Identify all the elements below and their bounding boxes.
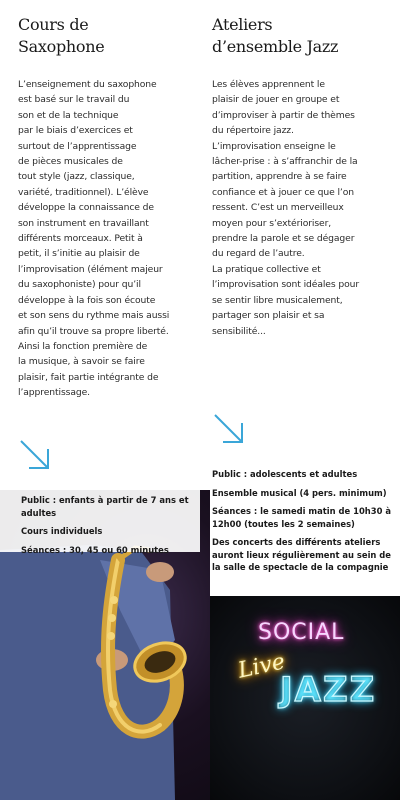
body-line: plaisir, fait partie intégrante de [18,371,159,383]
info-seances: Séances : le samedi matin de 10h30 à 12h00 (toutes les 2 semaines) [212,506,391,529]
body-line: La pratique collective et [212,263,321,275]
body-line: son instrument en travaillant [18,217,149,229]
body-line: lâcher-prise : à s’affranchir de la [212,156,358,168]
body-line: la musique, à savoir se faire [18,356,145,368]
body-line: du répertoire jazz. [212,125,294,137]
body-line: se sentir libre musicalement, [212,294,343,306]
saxophone-info [0,490,200,555]
title-line: Cours de [18,15,89,34]
saxophone-description [18,77,169,401]
jazz-title [212,14,400,58]
info-seances: Séances : 30, 45 ou 60 minutes [21,544,169,555]
info-cours: Cours individuels [21,526,103,536]
body-line: confiance et à jouer ce que l’on [212,186,355,198]
body-line: Les élèves apprennent le [212,79,325,90]
title-line: d’ensemble Jazz [212,37,339,56]
saxophone-photo [0,490,210,800]
body-line: développe la connaissance de [18,202,154,214]
body-line: variété, traditionnel). L’élève [18,186,149,198]
body-line: du saxophoniste) pour qu’il [18,279,141,291]
jazz-description [212,77,359,339]
body-line: et son sens du rythme mais aussi [18,310,170,322]
body-line: du regard de l’autre. [212,248,305,260]
body-line: moyen pour s’extérioriser, [212,217,332,229]
body-line: l’apprentissage. [18,387,90,399]
body-line: plaisir de jouer en groupe et [212,94,340,106]
body-line: afin qu’il trouve sa propre liberté. [18,325,169,337]
body-line: l’improvisation sont idéales pour [212,279,360,291]
neon-jazz-text: JAZZ [280,670,377,710]
body-line: est basé sur le travail du [18,94,130,106]
body-line: ressent. C’est un merveilleux [212,202,344,214]
body-line: de pièces musicales de [18,156,123,168]
body-line: partager son plaisir et sa [212,310,325,322]
body-line: tout style (jazz, classique, [18,171,135,183]
body-line: différents morceaux. Petit à [18,233,143,245]
title-line: Saxophone [18,37,105,56]
body-line: partition, apprendre à se faire [212,171,347,183]
arrow-down-right-icon [212,412,246,446]
info-ensemble: Ensemble musical (4 pers. minimum) [212,487,387,498]
neon-social-text: SOCIAL [258,620,345,645]
arrow-down-right-icon [18,438,52,472]
body-line: surtout de l’apprentissage [18,140,137,152]
info-public: Public : adolescents et adultes [212,469,358,479]
body-line: sensibilité... [212,325,266,337]
neon-live-text: Live [235,649,288,684]
body-line: l’improvisation (élément majeur [18,263,163,275]
body-line: développe à la fois son écoute [18,294,156,306]
info-public: Public : enfants à partir de 7 ans et adultes [21,495,189,518]
body-line: son et de la technique [18,109,119,121]
body-line: petit, il s’initie au plaisir de [18,248,140,260]
body-line: L’improvisation enseigne le [212,140,336,152]
body-line: L’enseignement du saxophone [18,79,157,90]
saxophone-title [18,14,208,58]
body-line: par le biais d’exercices et [18,125,133,137]
title-line: Ateliers [212,15,273,34]
body-line: prendre la parole et se dégager [212,233,355,245]
body-line: Ainsi la fonction première de [18,340,148,352]
info-concerts: Des concerts des différents ateliers auront lieux régulièrement au sein de la salle de spectacle de la compagnie [212,537,391,572]
jazz-info [212,468,398,580]
neon-sign-photo [210,596,400,800]
body-line: d’improviser à partir de thèmes [212,109,355,121]
